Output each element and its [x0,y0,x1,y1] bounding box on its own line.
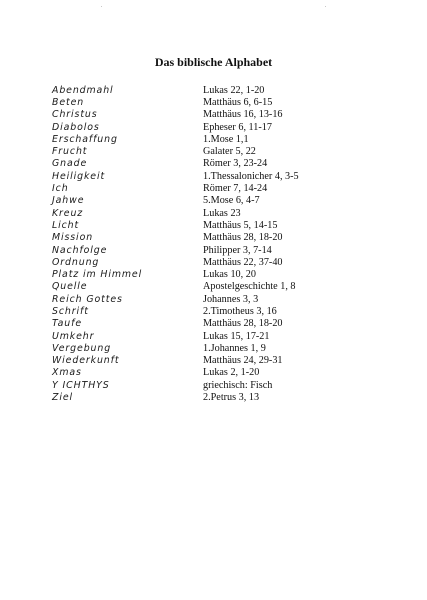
bible-reference: Epheser 6, 11-17 [203,121,272,133]
bible-reference: Apostelgeschichte 1, 8 [203,281,296,293]
alphabet-word: Diabolos [52,121,100,133]
alphabet-word: Ordnung [52,256,100,268]
list-item [52,145,382,157]
bible-reference: Matthäus 5, 14-15 [203,219,278,231]
list-item [52,305,382,317]
alphabet-word: Schrift [52,305,89,317]
alphabet-word: Abendmahl [52,84,114,96]
alphabet-word: Erschaffung [52,133,118,145]
list-item [52,268,382,280]
bible-reference: Römer 7, 14-24 [203,183,268,195]
list-item [52,133,382,145]
list-item [52,219,382,231]
alphabet-word: Reich Gottes [52,293,123,305]
alphabet-word: Jahwe [52,195,85,207]
alphabet-word: Nachfolge [52,244,108,256]
list-item [52,232,382,244]
bible-reference: Johannes 3, 3 [203,293,259,305]
list-item [52,256,382,268]
list-item [52,207,382,219]
list-item [52,158,382,170]
list-item [52,367,382,379]
bible-reference: Philipper 3, 7-14 [203,244,272,256]
bible-reference: Matthäus 6, 6-15 [203,96,273,108]
list-item [52,182,382,194]
bible-reference: 1.Johannes 1, 9 [203,342,266,354]
list-item [52,96,382,108]
alphabet-word: Beten [52,96,85,108]
alphabet-word: Gnade [52,158,88,170]
list-item [52,195,382,207]
list-item [52,244,382,256]
bible-reference: griechisch: Fisch [203,379,273,391]
list-item [52,121,382,133]
alphabet-word: Kreuz [52,207,84,219]
list-item [52,379,382,391]
alphabet-list [52,84,382,404]
list-item [52,84,382,96]
bible-reference: Galater 5, 22 [203,146,256,158]
bible-reference: Matthäus 24, 29-31 [203,355,283,367]
list-item [52,355,382,367]
alphabet-word: Y ICHTHYS [52,379,110,391]
bible-reference: Lukas 2, 1-20 [203,367,260,379]
list-item [52,342,382,354]
bible-reference: Matthäus 22, 37-40 [203,256,283,268]
scan-speck [101,6,102,7]
bible-reference: 2.Timotheus 3, 16 [203,305,277,317]
alphabet-word: Umkehr [52,330,95,342]
alphabet-word: Mission [52,232,94,244]
bible-reference: 5.Mose 6, 4-7 [203,195,260,207]
bible-reference: Lukas 22, 1-20 [203,84,265,96]
bible-reference: Matthäus 28, 18-20 [203,318,283,330]
bible-reference: 1.Thessalonicher 4, 3-5 [203,170,299,182]
alphabet-word: Taufe [52,318,82,330]
list-item [52,109,382,121]
alphabet-word: Xmas [52,367,82,379]
alphabet-word: Vergebung [52,342,112,354]
bible-reference: 2.Petrus 3, 13 [203,392,260,404]
bible-reference: Matthäus 16, 13-16 [203,109,283,121]
bible-reference: 1.Mose 1,1 [203,133,249,145]
bible-reference: Matthäus 28, 18-20 [203,232,283,244]
bible-reference: Lukas 10, 20 [203,269,256,281]
alphabet-word: Licht [52,219,80,231]
alphabet-word: Quelle [52,281,88,293]
alphabet-word: Christus [52,109,98,121]
list-item [52,391,382,403]
list-item [52,318,382,330]
scan-speck [325,6,326,7]
document-title: Das biblische Alphabet [154,55,273,69]
list-item [52,293,382,305]
list-item [52,281,382,293]
bible-reference: Lukas 23 [203,207,241,219]
bible-reference: Lukas 15, 17-21 [203,330,270,342]
alphabet-word: Ziel [52,392,73,404]
list-item [52,170,382,182]
alphabet-word: Heiligkeit [52,170,106,182]
bible-reference: Römer 3, 23-24 [203,158,268,170]
alphabet-word: Ich [52,183,69,195]
list-item [52,330,382,342]
alphabet-word: Wiederkunft [52,355,120,367]
alphabet-word: Platz im Himmel [52,269,143,281]
alphabet-word: Frucht [52,146,88,158]
